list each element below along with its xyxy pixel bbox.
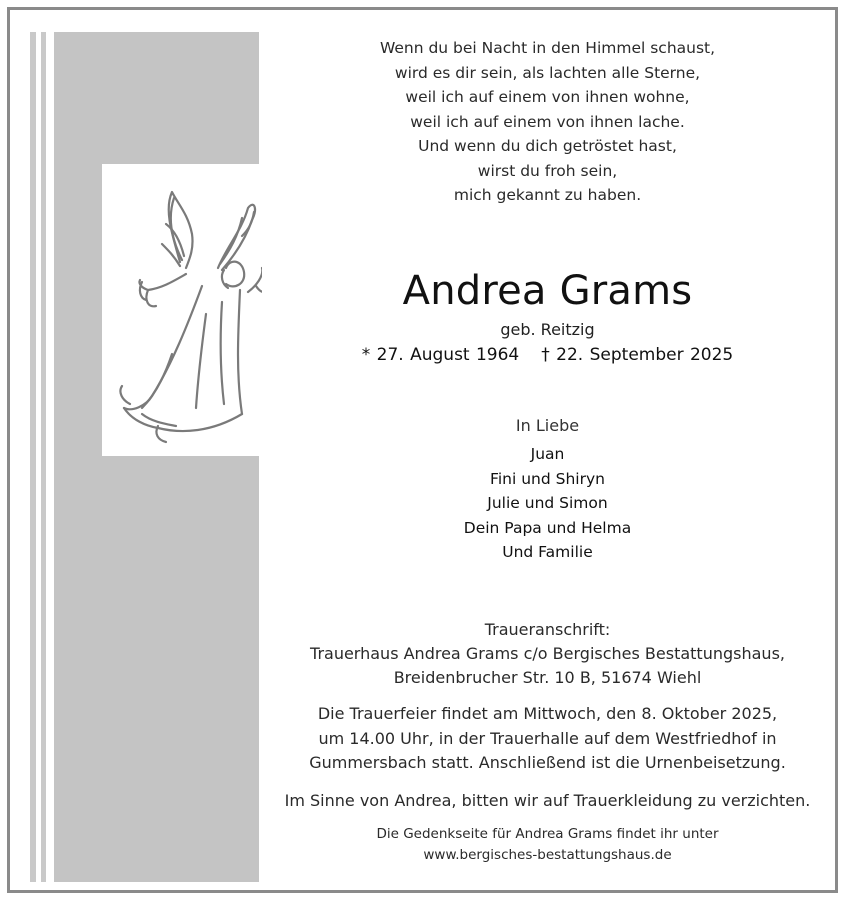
angel-sketch-icon	[102, 164, 262, 456]
dress-request: Im Sinne von Andrea, bitten wir auf Trauerkleidung zu verzichten.	[284, 791, 811, 810]
decorative-band	[54, 32, 259, 882]
poem-line: wird es dir sein, als lachten alle Sterne,	[394, 63, 701, 82]
mourner-name: Julie und Simon	[487, 494, 608, 512]
poem-line: weil ich auf einem von ihnen lache.	[410, 112, 685, 131]
funeral-service-info	[270, 702, 825, 776]
service-line: Gummersbach statt. Anschließend ist die Urnenbeisetzung.	[309, 753, 786, 772]
mourners-list	[270, 442, 825, 565]
decorative-stripe-1	[30, 32, 36, 882]
mourner-name: Juan	[530, 445, 565, 463]
poem-line: weil ich auf einem von ihnen wohne,	[405, 88, 690, 106]
life-dates	[270, 342, 825, 368]
decorative-stripe-2	[41, 32, 46, 882]
mourner-name: Fini und Shiryn	[490, 469, 605, 488]
poem-line: wirst du froh sein,	[477, 161, 618, 180]
death-date: † 22. September 2025	[541, 345, 734, 365]
poem	[270, 36, 825, 208]
memorial-url: www.bergisches-bestattungshaus.de	[423, 847, 672, 863]
service-line: um 14.00 Uhr, in der Trauerhalle auf dem Westfriedhof in	[318, 728, 777, 748]
poem-line: mich gekannt zu haben.	[453, 186, 642, 204]
poem-line: Und wenn du dich getröstet hast,	[418, 137, 677, 155]
address-line: Breidenbrucher Str. 10 B, 51674 Wiehl	[393, 668, 702, 687]
address-heading: Traueranschrift:	[484, 620, 611, 639]
mourner-name: Dein Papa und Helma	[463, 518, 632, 537]
mourning-address	[270, 618, 825, 690]
poem-line: Wenn du bei Nacht in den Himmel schaust,	[379, 39, 716, 57]
birth-name: geb. Reitzig	[500, 320, 595, 339]
obituary-frame	[7, 7, 838, 893]
mourners-heading: In Liebe	[515, 416, 580, 435]
birth-date: * 27. August 1964	[361, 345, 520, 365]
memorial-page-info	[270, 824, 825, 866]
memorial-line: Die Gedenkseite für Andrea Grams findet ihr unter	[376, 826, 719, 842]
address-line: Trauerhaus Andrea Grams c/o Bergisches Bestattungshaus,	[310, 644, 785, 663]
mourner-name: Und Familie	[502, 543, 593, 561]
deceased-name: Andrea Grams	[402, 268, 693, 314]
angel-illustration	[102, 164, 262, 456]
service-line: Die Trauerfeier findet am Mittwoch, den 8. Oktober 2025,	[317, 704, 778, 723]
